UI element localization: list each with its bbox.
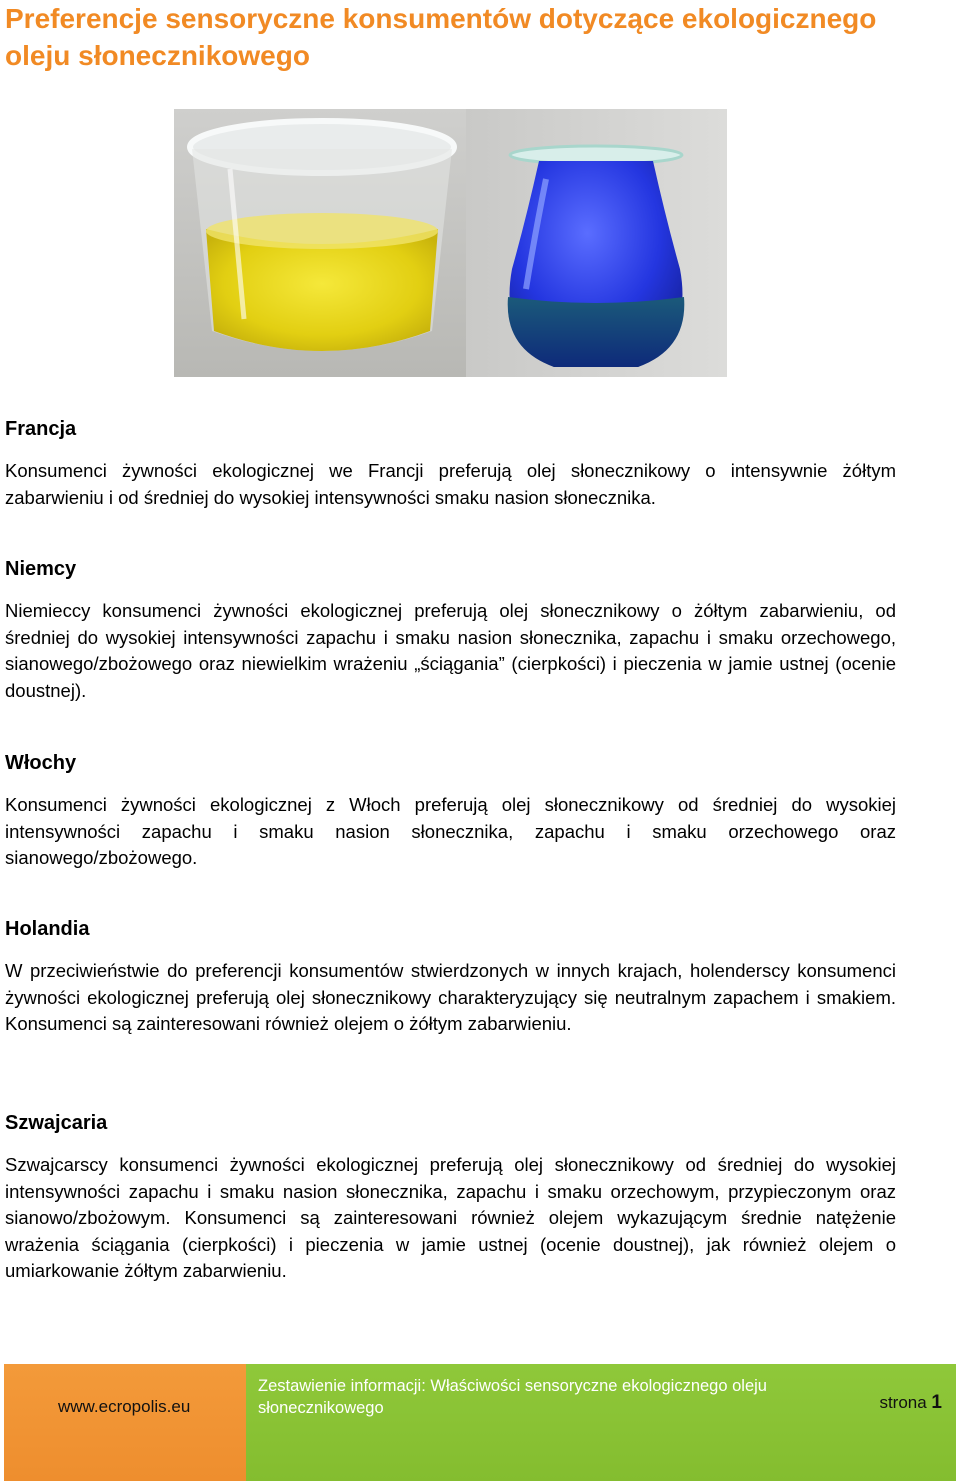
section-heading: Włochy bbox=[5, 752, 77, 774]
section-heading: Holandia bbox=[5, 918, 90, 940]
section-germany bbox=[5, 557, 896, 704]
page-label: strona bbox=[879, 1393, 927, 1412]
section-text: W przeciwieństwie do preferencji konsumentów stwierdzonych w innych krajach, holenderscy konsumenci żywności ekologicznej preferują olej słonecznikowy charakteryzujący się neutralnym zapachem i smakiem. Konsumenci są zainteresowani również olejem o żółtym zabarwieniu. bbox=[5, 960, 896, 1035]
footer-document-title: Zestawienie informacji: Właściwości sensoryczne ekologicznego oleju słonecznikowego bbox=[258, 1377, 767, 1417]
page-number: 1 bbox=[931, 1392, 942, 1413]
section-text: Niemieccy konsumenci żywności ekologicznej preferują olej słonecznikowy o żółtym zabarwieniu, od średniej do wysokiej intensywności zapachu i smaku nasion słonecznika, zapachu i smaku orzechowego, sianowego/zbożowego oraz niewielkim wrażeniu „ściągania” (cierpkości) i pieczenia w jamie ustnej (ocenie doustnej). bbox=[5, 600, 896, 701]
section-switzerland bbox=[5, 1111, 896, 1285]
footer-orange-block bbox=[4, 1364, 246, 1481]
section-heading: Niemcy bbox=[5, 558, 77, 580]
section-text: Konsumenci żywności ekologicznej we Francji preferują olej słonecznikowy o intensywnie żółtym zabarwieniu i od średniej do wysokiej intensywności smaku nasion słonecznika. bbox=[5, 460, 896, 508]
section-heading: Szwajcaria bbox=[5, 1112, 108, 1134]
section-italy bbox=[5, 751, 896, 872]
section-france bbox=[5, 417, 896, 511]
footer-website-link[interactable]: www.ecropolis.eu bbox=[58, 1397, 191, 1416]
footer-page-indicator bbox=[879, 1392, 942, 1414]
section-netherlands bbox=[5, 917, 896, 1038]
page-title: Preferencje sensoryczne konsumentów dotyczące ekologicznego oleju słonecznikowego bbox=[5, 3, 877, 71]
oil-samples-photo bbox=[174, 109, 727, 377]
section-heading: Francja bbox=[5, 418, 77, 440]
page-footer bbox=[4, 1364, 956, 1481]
section-text: Szwajcarscy konsumenci żywności ekologicznej preferują olej słonecznikowy od średniej do wysokiej intensywności zapachu i smaku nasion słonecznika, zapachu i smaku orzechowym, przypieczonym oraz sianowo/zbożowym. Konsumenci są zainteresowani również olejem wykazującym średnie natężenie wrażenia ściągania (cierpkości) i pieczenia w jamie ustnej (ocenie doustnej), jak również olejem o umiarkowanie żółtym zabarwieniu. bbox=[5, 1154, 896, 1282]
section-text: Konsumenci żywności ekologicznej z Włoch preferują olej słonecznikowy od średniej do wysokiej intensywności zapachu i smaku nasion słonecznika, zapachu i smaku orzechowego oraz sianowego/zbożowego. bbox=[5, 794, 896, 869]
